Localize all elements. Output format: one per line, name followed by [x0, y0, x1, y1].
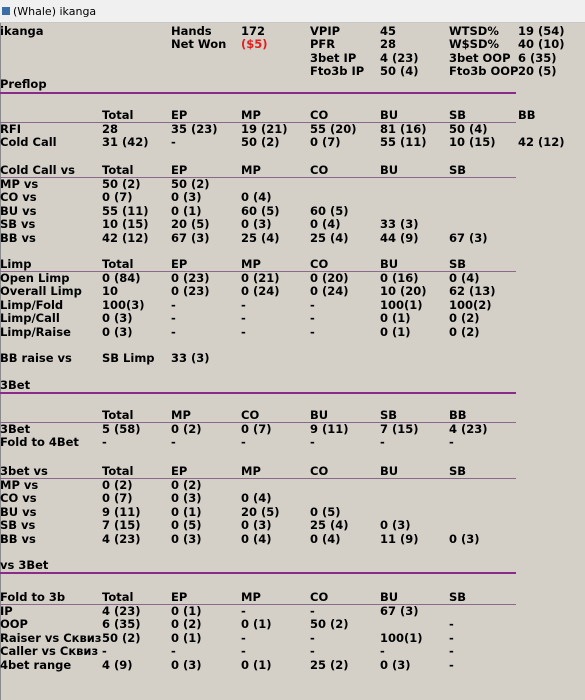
threebetvs-cell: 0 (3) [241, 518, 272, 533]
threebet-header-cell: CO [241, 408, 260, 422]
foldto3b-cell: 50 (2) [102, 630, 141, 645]
foldto3b-cell: 6 (35) [102, 617, 141, 632]
limp-cell: 100(3) [102, 297, 145, 312]
limp-cell: - [310, 297, 315, 312]
limp-header-cell: Total [102, 257, 134, 271]
threebetvs-cell: 20 (5) [241, 504, 280, 519]
foldto3b-cell: - [449, 644, 454, 659]
limp-cell: - [171, 324, 176, 339]
threebet-cell: - [102, 435, 107, 450]
foldto3b-cell: - [449, 630, 454, 645]
coldcall-cell: 50 (2) [171, 177, 210, 191]
section-vs3bet-title: vs 3Bet [0, 558, 49, 572]
rfi-cell: 55 (20) [310, 122, 357, 136]
foldto3b-cell: - [449, 617, 454, 632]
foldto3b-cell: - [171, 644, 176, 659]
limp-cell: 0 (84) [102, 271, 141, 285]
rfi-cell: 0 (7) [310, 135, 341, 150]
coldcall-row-label: SB vs [0, 217, 36, 232]
fto3bip-value: 50 (4) [380, 64, 419, 78]
bbraise-label: BB raise vs [0, 351, 72, 365]
threebet-cell: - [171, 435, 176, 450]
rfi-header-cell: BB [518, 108, 536, 122]
bet3oop-value: 6 (35) [518, 51, 557, 65]
table-header-divider [0, 478, 516, 479]
hands-label: Hands [171, 24, 212, 38]
limp-cell: 0 (23) [171, 284, 210, 299]
threebetvs-cell: 0 (7) [102, 491, 133, 506]
coldcall-cell: 10 (15) [102, 217, 149, 232]
coldcall-row-label: BU vs [0, 203, 37, 218]
threebetvs-row-label: BU vs [0, 504, 37, 519]
limp-row-label: Limp/Fold [0, 297, 64, 312]
threebet-header-cell: BB [449, 408, 467, 422]
limp-cell: 0 (3) [102, 311, 133, 326]
limp-cell: 100(2) [449, 297, 492, 312]
limp-cell: 0 (1) [380, 324, 411, 339]
rfi-cell: 55 (11) [380, 135, 427, 150]
threebetvs-cell: 4 (23) [102, 531, 141, 546]
title-bar [0, 0, 585, 23]
foldto3b-row-label: 4bet range [0, 657, 72, 672]
foldto3b-cell: 0 (3) [380, 657, 411, 672]
limp-cell: 0 (23) [171, 271, 210, 285]
limp-cell: - [310, 311, 315, 326]
coldcall-header-cell: Cold Call vs [0, 163, 75, 177]
netwon-value: ($5) [241, 37, 268, 51]
foldto3b-header-cell: Fold to 3b [0, 590, 66, 604]
limp-cell: 10 [102, 284, 119, 299]
rfi-header-cell: Total [102, 108, 134, 122]
coldcall-header-cell: BU [380, 163, 399, 177]
threebet-header-cell: MP [171, 408, 191, 422]
coldcall-header-cell: EP [171, 163, 188, 177]
bbraise-sub: SB Limp [102, 351, 155, 365]
rfi-cell: 19 (21) [241, 122, 288, 136]
rfi-row-label: Cold Call [0, 135, 57, 150]
coldcall-cell: 55 (11) [102, 203, 149, 218]
threebetvs-header-cell: MP [241, 464, 261, 478]
threebetvs-row-label: BB vs [0, 531, 36, 546]
bet3ip-value: 4 (23) [380, 51, 419, 65]
bet3ip-label: 3bet IP [310, 51, 357, 65]
app-icon [2, 7, 10, 15]
foldto3b-row-label: Raiser vs Сквиз [0, 630, 102, 645]
threebet-cell: 0 (7) [241, 422, 272, 436]
limp-cell: 0 (4) [449, 271, 480, 285]
foldto3b-cell: - [102, 644, 107, 659]
threebet-cell: 0 (2) [171, 422, 202, 436]
limp-row-label: Open Limp [0, 271, 70, 285]
foldto3b-cell: - [241, 644, 246, 659]
coldcall-row-label: CO vs [0, 190, 37, 205]
coldcall-cell: 42 (12) [102, 230, 149, 245]
foldto3b-header-cell: Total [102, 590, 134, 604]
limp-header-cell: MP [241, 257, 261, 271]
threebetvs-header-cell: 3bet vs [0, 464, 48, 478]
threebet-row-label: 3Bet [0, 422, 31, 436]
limp-cell: 0 (21) [241, 271, 280, 285]
foldto3b-cell: 0 (3) [171, 657, 202, 672]
limp-cell: - [310, 324, 315, 339]
threebetvs-cell: 0 (3) [171, 531, 202, 546]
rfi-header-cell: EP [171, 108, 188, 122]
threebet-cell: 9 (11) [310, 422, 349, 436]
coldcall-cell: 33 (3) [380, 217, 419, 232]
coldcall-cell: 0 (7) [102, 190, 133, 205]
section-divider [0, 572, 516, 574]
threebet-cell: 4 (23) [449, 422, 488, 436]
rfi-cell: 50 (4) [449, 122, 488, 136]
rfi-cell: 10 (15) [449, 135, 496, 150]
threebetvs-cell: 0 (3) [380, 518, 411, 533]
rfi-header-cell: SB [449, 108, 467, 122]
limp-cell: 0 (16) [380, 271, 419, 285]
threebetvs-cell: 0 (2) [171, 478, 202, 492]
threebetvs-header-cell: SB [449, 464, 467, 478]
foldto3b-cell: 0 (1) [171, 630, 202, 645]
rfi-cell: 50 (2) [241, 135, 280, 150]
bbraise-value: 33 (3) [171, 351, 210, 365]
rfi-cell: 28 [102, 122, 119, 136]
limp-cell: 0 (2) [449, 324, 480, 339]
wsd-value: 40 (10) [518, 37, 565, 51]
foldto3b-header-cell: EP [171, 590, 188, 604]
fto3bip-label: Fto3b IP [310, 64, 365, 78]
coldcall-cell: 25 (4) [310, 230, 349, 245]
threebetvs-cell: 11 (9) [380, 531, 419, 546]
fto3boop-label: Fto3b OOP [449, 64, 519, 78]
limp-cell: 0 (3) [102, 324, 133, 339]
rfi-cell: - [171, 135, 176, 150]
threebetvs-cell: 0 (4) [241, 531, 272, 546]
coldcall-cell: 20 (5) [171, 217, 210, 232]
threebet-cell: - [241, 435, 246, 450]
threebet-cell: - [380, 435, 385, 450]
threebetvs-row-label: CO vs [0, 491, 37, 506]
rfi-row-label: RFI [0, 122, 21, 136]
foldto3b-header-cell: SB [449, 590, 467, 604]
threebetvs-cell: 0 (3) [171, 491, 202, 506]
wtsd-label: WTSD% [449, 24, 499, 38]
coldcall-row-label: MP vs [0, 177, 39, 191]
coldcall-cell: 44 (9) [380, 230, 419, 245]
threebetvs-cell: 0 (2) [102, 478, 133, 492]
coldcall-cell: 0 (4) [310, 217, 341, 232]
foldto3b-row-label: Caller vs Сквиз [0, 644, 99, 659]
threebetvs-cell: 0 (5) [171, 518, 202, 533]
foldto3b-cell: - [449, 657, 454, 672]
limp-row-label: Limp/Call [0, 311, 60, 326]
rfi-cell: 81 (16) [380, 122, 427, 136]
threebet-cell: - [449, 435, 454, 450]
coldcall-header-cell: Total [102, 163, 134, 177]
coldcall-cell: 60 (5) [310, 203, 349, 218]
foldto3b-cell: 0 (2) [171, 617, 202, 632]
threebetvs-header-cell: Total [102, 464, 134, 478]
threebetvs-cell: 0 (4) [310, 531, 341, 546]
pfr-value: 28 [380, 37, 397, 51]
stats-panel [0, 23, 585, 700]
foldto3b-cell: 4 (9) [102, 657, 133, 672]
vpip-label: VPIP [310, 24, 341, 38]
limp-header-cell: SB [449, 257, 467, 271]
section-preflop-title: Preflop [0, 77, 47, 91]
pfr-label: PFR [310, 37, 336, 51]
coldcall-cell: 67 (3) [449, 230, 488, 245]
limp-header-cell: BU [380, 257, 399, 271]
threebetvs-cell: 9 (11) [102, 504, 141, 519]
section-divider [0, 392, 516, 394]
foldto3b-header-cell: BU [380, 590, 399, 604]
limp-header-cell: EP [171, 257, 188, 271]
threebetvs-header-cell: CO [310, 464, 329, 478]
limp-cell: 10 (20) [380, 284, 427, 299]
foldto3b-cell: 67 (3) [380, 604, 419, 618]
table-header-divider [0, 177, 516, 178]
coldcall-cell: 25 (4) [241, 230, 280, 245]
foldto3b-cell: 0 (1) [171, 604, 202, 618]
foldto3b-cell: - [241, 604, 246, 618]
foldto3b-cell: - [310, 604, 315, 618]
table-header-divider [0, 604, 516, 605]
wsd-label: W$SD% [449, 37, 500, 51]
foldto3b-row-label: IP [0, 604, 13, 618]
limp-cell: - [241, 311, 246, 326]
foldto3b-cell: 0 (1) [241, 657, 272, 672]
limp-cell: - [171, 311, 176, 326]
threebetvs-cell: 0 (4) [241, 491, 272, 506]
window-title: (Whale) ikanga [13, 4, 97, 18]
coldcall-cell: 50 (2) [102, 177, 141, 191]
threebetvs-row-label: SB vs [0, 518, 36, 533]
foldto3b-cell: 100(1) [380, 630, 423, 645]
threebet-cell: 7 (15) [380, 422, 419, 436]
foldto3b-cell: 0 (1) [241, 617, 272, 632]
limp-cell: - [241, 297, 246, 312]
foldto3b-cell: 25 (2) [310, 657, 349, 672]
hands-value: 172 [241, 24, 266, 38]
limp-cell: 0 (24) [310, 284, 349, 299]
coldcall-header-cell: MP [241, 163, 261, 177]
threebetvs-cell: 25 (4) [310, 518, 349, 533]
rfi-header-cell: MP [241, 108, 261, 122]
rfi-cell: 31 (42) [102, 135, 149, 150]
threebet-header-cell: Total [102, 408, 134, 422]
coldcall-cell: 0 (3) [241, 217, 272, 232]
rfi-cell: 42 (12) [518, 135, 565, 150]
limp-cell: 62 (13) [449, 284, 496, 299]
foldto3b-cell: 50 (2) [310, 617, 349, 632]
coldcall-cell: 0 (4) [241, 190, 272, 205]
threebetvs-cell: 0 (5) [310, 504, 341, 519]
threebet-cell: 5 (58) [102, 422, 141, 436]
limp-cell: - [171, 297, 176, 312]
limp-cell: - [241, 324, 246, 339]
foldto3b-header-cell: CO [310, 590, 329, 604]
bet3oop-label: 3bet OOP [449, 51, 511, 65]
threebetvs-header-cell: EP [171, 464, 188, 478]
threebetvs-cell: 0 (3) [449, 531, 480, 546]
foldto3b-header-cell: MP [241, 590, 261, 604]
player-name: ikanga [0, 24, 44, 38]
rfi-header-cell: BU [380, 108, 399, 122]
coldcall-cell: 0 (3) [171, 190, 202, 205]
threebetvs-row-label: MP vs [0, 478, 39, 492]
threebet-header-cell: SB [380, 408, 398, 422]
limp-cell: 0 (2) [449, 311, 480, 326]
foldto3b-cell: - [380, 644, 385, 659]
foldto3b-row-label: OOP [0, 617, 28, 632]
rfi-cell: 35 (23) [171, 122, 218, 136]
netwon-label: Net Won [171, 37, 227, 51]
threebet-cell: - [310, 435, 315, 450]
limp-header-cell: CO [310, 257, 329, 271]
limp-cell: 0 (1) [380, 311, 411, 326]
coldcall-header-cell: SB [449, 163, 467, 177]
section-divider [0, 92, 516, 94]
threebetvs-cell: 7 (15) [102, 518, 141, 533]
limp-cell: 0 (24) [241, 284, 280, 299]
section-3bet-title: 3Bet [0, 378, 31, 392]
coldcall-header-cell: CO [310, 163, 329, 177]
foldto3b-cell: - [310, 630, 315, 645]
rfi-header-cell: CO [310, 108, 329, 122]
threebetvs-cell: 0 (1) [171, 504, 202, 519]
foldto3b-cell: - [241, 630, 246, 645]
foldto3b-cell: 4 (23) [102, 604, 141, 618]
threebet-row-label: Fold to 4Bet [0, 435, 79, 450]
coldcall-cell: 0 (1) [171, 203, 202, 218]
coldcall-cell: 60 (5) [241, 203, 280, 218]
foldto3b-cell: - [310, 644, 315, 659]
limp-header-cell: Limp [0, 257, 32, 271]
limp-row-label: Overall Limp [0, 284, 82, 299]
coldcall-cell: 67 (3) [171, 230, 210, 245]
vpip-value: 45 [380, 24, 397, 38]
coldcall-row-label: BB vs [0, 230, 36, 245]
threebet-header-cell: BU [310, 408, 329, 422]
wtsd-value: 19 (54) [518, 24, 565, 38]
limp-cell: 100(1) [380, 297, 423, 312]
limp-cell: 0 (20) [310, 271, 349, 285]
fto3boop-value: 20 (5) [518, 64, 557, 78]
threebetvs-header-cell: BU [380, 464, 399, 478]
limp-row-label: Limp/Raise [0, 324, 71, 339]
